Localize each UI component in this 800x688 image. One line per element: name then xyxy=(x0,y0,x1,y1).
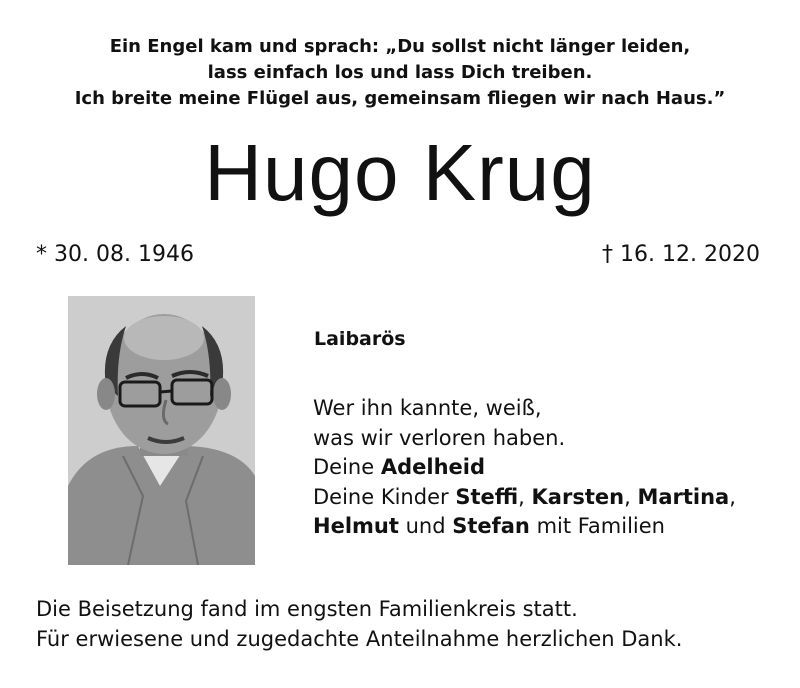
child-name-2: Karsten xyxy=(531,484,625,509)
footer-line-2: Für erwiesene und zugedachte Anteilnahme herzlichen Dank. xyxy=(36,627,683,651)
conjunction: und xyxy=(405,514,446,538)
spouse-prefix: Deine xyxy=(313,455,375,479)
footer-line-1: Die Beisetzung fand im engsten Familienkreis statt. xyxy=(36,597,578,621)
child-name-5: Stefan xyxy=(452,514,530,538)
child-name-1: Steffi xyxy=(455,484,519,509)
child-name-3: Martina xyxy=(637,484,730,509)
quote-line-2: lass einfach los und lass Dich treiben. xyxy=(207,62,593,83)
place-name: Laibarös xyxy=(314,328,406,350)
funeral-notice xyxy=(36,594,682,654)
portrait-illustration xyxy=(68,296,255,565)
message-line-3 xyxy=(313,453,736,483)
message-line-1: Wer ihn kannte, weiß, xyxy=(313,396,542,420)
birth-date: * 30. 08. 1946 xyxy=(36,242,194,267)
message-line-2: was wir verloren haben. xyxy=(313,425,566,450)
quote-line-1: Ein Engel kam und sprach: „Du sollst nicht länger leiden, xyxy=(109,36,691,57)
spouse-name: Adelheid xyxy=(380,455,485,479)
epitaph-quote xyxy=(0,34,800,112)
separator: , xyxy=(729,484,736,509)
family-message xyxy=(313,394,736,542)
death-date: † 16. 12. 2020 xyxy=(602,242,760,267)
separator: , xyxy=(518,484,525,509)
children-prefix: Deine Kinder xyxy=(313,484,449,509)
message-line-4 xyxy=(313,483,736,513)
separator: , xyxy=(624,484,631,509)
quote-line-3: Ich breite meine Flügel aus, gemeinsam fliegen wir nach Haus.” xyxy=(74,88,726,109)
family-suffix: mit Familien xyxy=(536,514,665,538)
deceased-name: Hugo Krug xyxy=(204,128,596,217)
message-line-5 xyxy=(313,512,736,542)
child-name-4: Helmut xyxy=(313,514,399,538)
portrait-photo xyxy=(68,296,255,565)
